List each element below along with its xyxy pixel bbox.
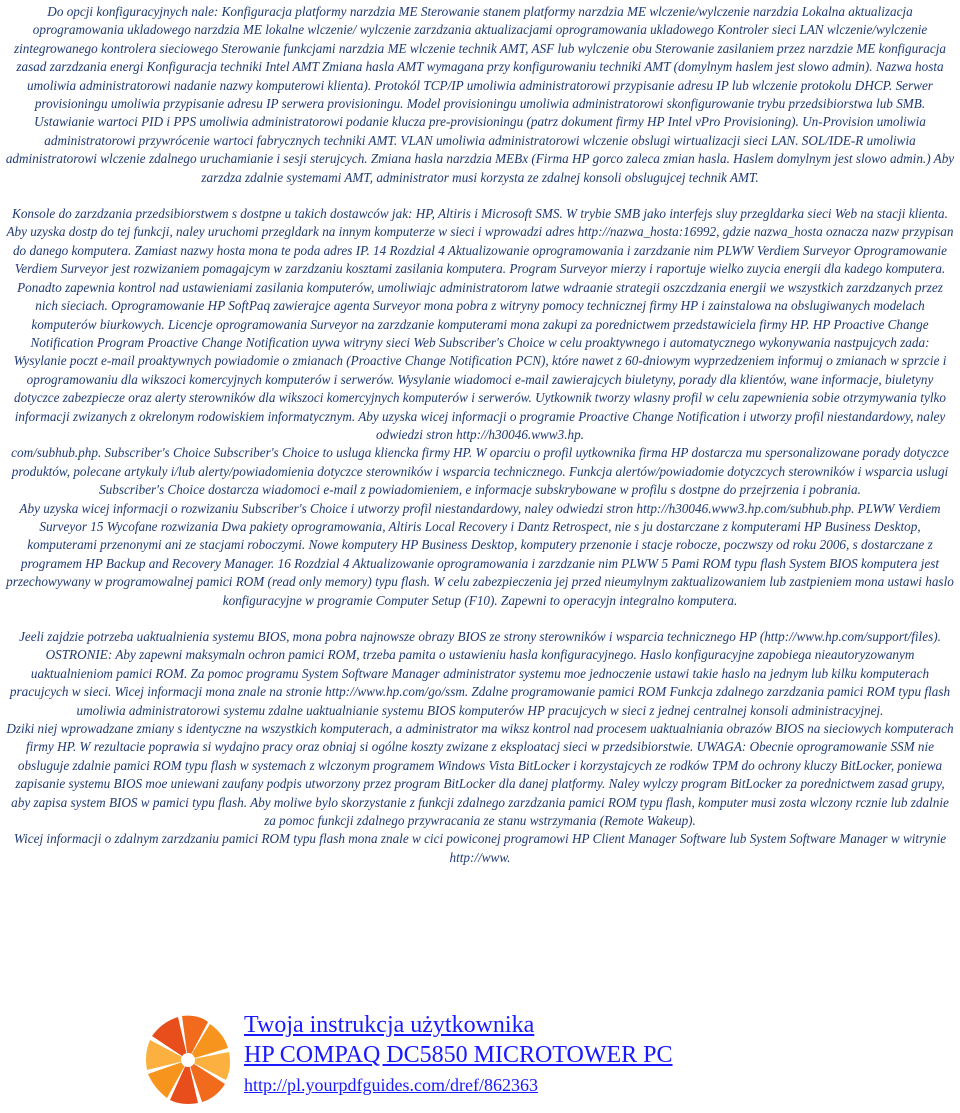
footer-banner <box>143 1010 743 1110</box>
paragraph-bios-update: Jeeli zajdzie potrzeba uaktualnienia systemu BIOS, mona pobra najnowsze obrazy BIOS ze strony sterowników i wsparcia technicznego HP (http://www.hp.com/support/files). OSTRONIE: Aby zapewni maksymaln ochron pamici ROM, trzeba pamita o ustawieniu hasla konfiguracyjnego. Haslo konfiguracyjne zapobiega nieautoryzowanym uaktualnieniom pamici ROM. Za pomoc programu System Software Manager administrator systemu moe jednoczenie ustawi takie haslo na jednym lub kilku komputerach pracujcych w sieci. Wicej informacji mona znale na stronie http://www.hp.com/go/ssm. Zdalne programowanie pamici ROM Funkcja zdalnego zarzdzania pamici ROM typu flash umoliwia administratorowi systemu zdalne uaktualnianie systemu BIOS komputerów HP pracujcych w sieci z jednej centralnej konsoli administracyjnej. <box>9 629 951 718</box>
paragraph-gap <box>5 187 955 205</box>
guide-url-link[interactable]: http://pl.yourpdfguides.com/dref/862363 <box>244 1075 538 1095</box>
user-manual-link[interactable]: Twoja instrukcja użytkownika <box>244 1012 535 1038</box>
paragraph-subscribers-choice: com/subhub.php. Subscriber's Choice Subscriber's Choice to usluga kliencka firmy HP. W oparciu o profil uytkownika firma HP dostarcza mu spersonalizowane porady dotyczce produktów, polecane artykuly i/lub alerty/powiadomienia dotyczce sterowników i wsparcia technicznego. Funkcja alertów/powiadomie dotyczcych sterowników i wsparcia uslugi Subscriber's Choice dostarcza wiadomoci e-mail z powiadomieniem, e informacje subskrybowane w profilu s dostpne do przejrzenia i pobrania. <box>11 445 949 498</box>
paragraph-more-info: Wicej informacji o zdalnym zarzdzaniu pamici ROM typu flash mona znale w cici powiconej programowi HP Client Manager Software lub System Software Manager w witrynie http://www. <box>13 831 947 865</box>
product-link[interactable]: HP COMPAQ DC5850 MICROTOWER PC <box>244 1042 673 1068</box>
paragraph-flash-rom: Aby uzyska wicej informacji o rozwizaniu Subscriber's Choice i utworzy profil niestandardowy, naley odwiedzi stron http://h30046.www3.hp.com/subhub.php. PLWW Verdiem Surveyor 15 Wycofane rozwizania Dwa pakiety oprogramowania, Altiris Local Recovery i Dantz Retrospect, nie s ju dostarczane z komputerami HP Business Desktop, komputerami przenonymi ani ze stacjami roboczymi. Nowe komputery HP Business Desktop, komputery przenonie i stacje robocze, poczwszy od roku 2006, s dostarczane z programem HP Backup and Recovery Manager. 16 Rozdzial 4 Aktualizowanie oprogramowania i zarzdzanie nim PLWW 5 Pami ROM typu flash System BIOS komputera jest przechowywany w programowalnej pamici ROM (read only memory) typu flash. W celu zabezpieczenia jej przed nieumylnym zaktualizowaniem lub zastpieniem mona ustawi haslo konfiguracyjne w programie Computer Setup (F10). Zapewni to operacyjn integralno komputera. <box>6 500 954 608</box>
paragraph-remote-rom-flash: Dziki niej wprowadzane zmiany s identyczne na wszystkich komputerach, a administrator ma wiksz kontrol nad procesem uaktualniania obrazów BIOS na sieciowych komputerach firmy HP. W rezultacie poprawia si wydajno pracy oraz obniaj si ogólne koszty zwizane z eksploatacj sieci w przedsibiorstwie. UWAGA: Obecnie oprogramowanie SSM nie obsluguje zdalnie pamici ROM typu flash w systemach z wlczonym programem Windows Vista BitLocker i korzystajcych ze rodków TPM do ochrony kluczy BitLocker, poniewa zapisanie systemu BIOS moe uniewani zaufany podpis utworzony przez program BitLocker dla danej platformy. Naley wylczy program BitLocker za porednictwem zasad grupy, aby zapisa system BIOS w pamici typu flash. Aby moliwe bylo skorzystanie z funkcji zdalnego zarzdzania pamici ROM typu flash, komputer musi zosta wlczony rcznie lub zdalnie za pomoc funkcji zdalnego przywracania ze stanu wstrzymania (Remote Wakeup). <box>6 721 954 829</box>
paragraph-management-consoles: Konsole do zarzdzania przedsibiorstwem s dostpne u takich dostawców jak: HP, Altiris i Microsoft SMS. W trybie SMB jako interfejs sluy przegldarka sieci Web na stacji klienta. Aby uzyska dostp do tej funkcji, naley uruchomi przegldark na innym komputerze w sieci i wprowadzi adres http://nazwa_hosta:16992, gdzie nazwa_hosta oznacza nazw przypisan do danego komputera. Zamiast nazwy hosta mona te poda adres IP. 14 Rozdzial 4 Aktualizowanie oprogramowania i zarzdzanie nim PLWW Verdiem Surveyor Oprogramowanie Verdiem Surveyor jest rozwizaniem pomagajcym w zarzdzaniu kosztami zasilania komputera. Program Surveyor mierzy i raportuje wielko zuycia energii dla kadego komputera. Ponadto zapewnia kontrol nad ustawieniami zasilania komputerów, umoliwiajc administratorom latwe wdraanie strategii oszczdzania energii we wszystkich zarzdzanych przez nich sieciach. Oprogramowanie HP SoftPaq zawierajce agenta Surveyor mona pobra z witryny pomocy technicznej firmy HP i zainstalowa na obslugiwanych modelach komputerów biurkowych. Licencje oprogramowania Surveyor na zarzdzanie komputerami mona zakupi za porednictwem przedstawiciela firmy HP. HP Proactive Change Notification Program Proactive Change Notification uywa witryny sieci Web Subscriber's Choice w celu proaktywnego i automatycznego wykonywania nastpujcych zada: Wysylanie poczt e-mail proaktywnych powiadomie o zmianach (Proactive Change Notification PCN), które nawet z 60-dniowym wyprzedzeniem informuj o zmianach w sprzcie i oprogramowaniu dla wikszoci komercyjnych komputerów i serwerów. Wysylanie wiadomoci e-mail zawierajcych biuletyny, porady dla klientów, wane informacje, biuletyny dotyczce zabezpiecze oraz alerty sterowników dla wikszoci komercyjnych komputerów i serwerów. Uytkownik tworzy wlasny profil w celu zapewnienia sobie otrzymywania tylko informacji zwizanych z okrelonym rodowiskiem informatycznym. Aby uzyska wicej informacji o programie Proactive Change Notification i utworzy profil niestandardowy, naley odwiedzi stron http://h30046.www3.hp. <box>6 206 954 442</box>
paragraph-gap <box>5 610 955 628</box>
footer-links <box>244 1010 673 1098</box>
paragraph-me-configuration: Do opcji konfiguracyjnych nale: Konfiguracja platformy narzdzia ME Sterowanie stanem platformy narzdzia ME wlczenie/wylczenie narzdzia Lokalna aktualizacja oprogramowania ukladowego narzdzia ME lokalne wlczenie/ wylczenie zarzdzania aktualizacjami oprogramowania ukladowego Kontroler sieci LAN wlczenie/wylczenie zintegrowanego kontrolera sieciowego Sterowanie funkcjami narzdzia ME wlczenie technik AMT, ASF lub wylczenie obu Sterowanie zasilaniem przez narzdzie ME konfiguracja zasad zarzdzania energi Konfiguracja techniki Intel AMT Zmiana hasla AMT wymagana przy konfigurowaniu techniki AMT (domylnym haslem jest slowo admin). Nazwa hosta umoliwia administratorowi nadanie nazwy komputerowi klienta). Protokól TCP/IP umoliwia administratorowi przypisanie adresu IP lub wlczenie protokolu DHCP. Serwer provisioningu umoliwia przypisanie adresu IP serwera provisioningu. Model provisioningu umoliwia administratorowi skonfigurowanie trybu przedsibiorstwa lub SMB. Ustawianie wartoci PID i PPS umoliwia administratorowi podanie klucza pre-provisioningu (patrz dokument firmy HP Intel vPro Provisioning). Un-Provision umoliwia administratorowi przywrócenie wartoci fabrycznych techniki AMT. VLAN umoliwia administratorowi wlczenie obslugi wirtualizacji sieci LAN. SOL/IDE-R umoliwia administratorowi wlczenie zdalnego uruchamianie i sesji sterujcych. Zmiana hasla narzdzia MEBx (Firma HP gorco zaleca zmian hasla. Haslem domylnym jest slowo admin.) Aby zarzdza zdalnie systemami AMT, administrator musi korzysta ze zdalnej konsoli obslugujcej technik AMT. <box>5 4 955 185</box>
orange-pinwheel-logo-icon <box>143 1014 233 1106</box>
